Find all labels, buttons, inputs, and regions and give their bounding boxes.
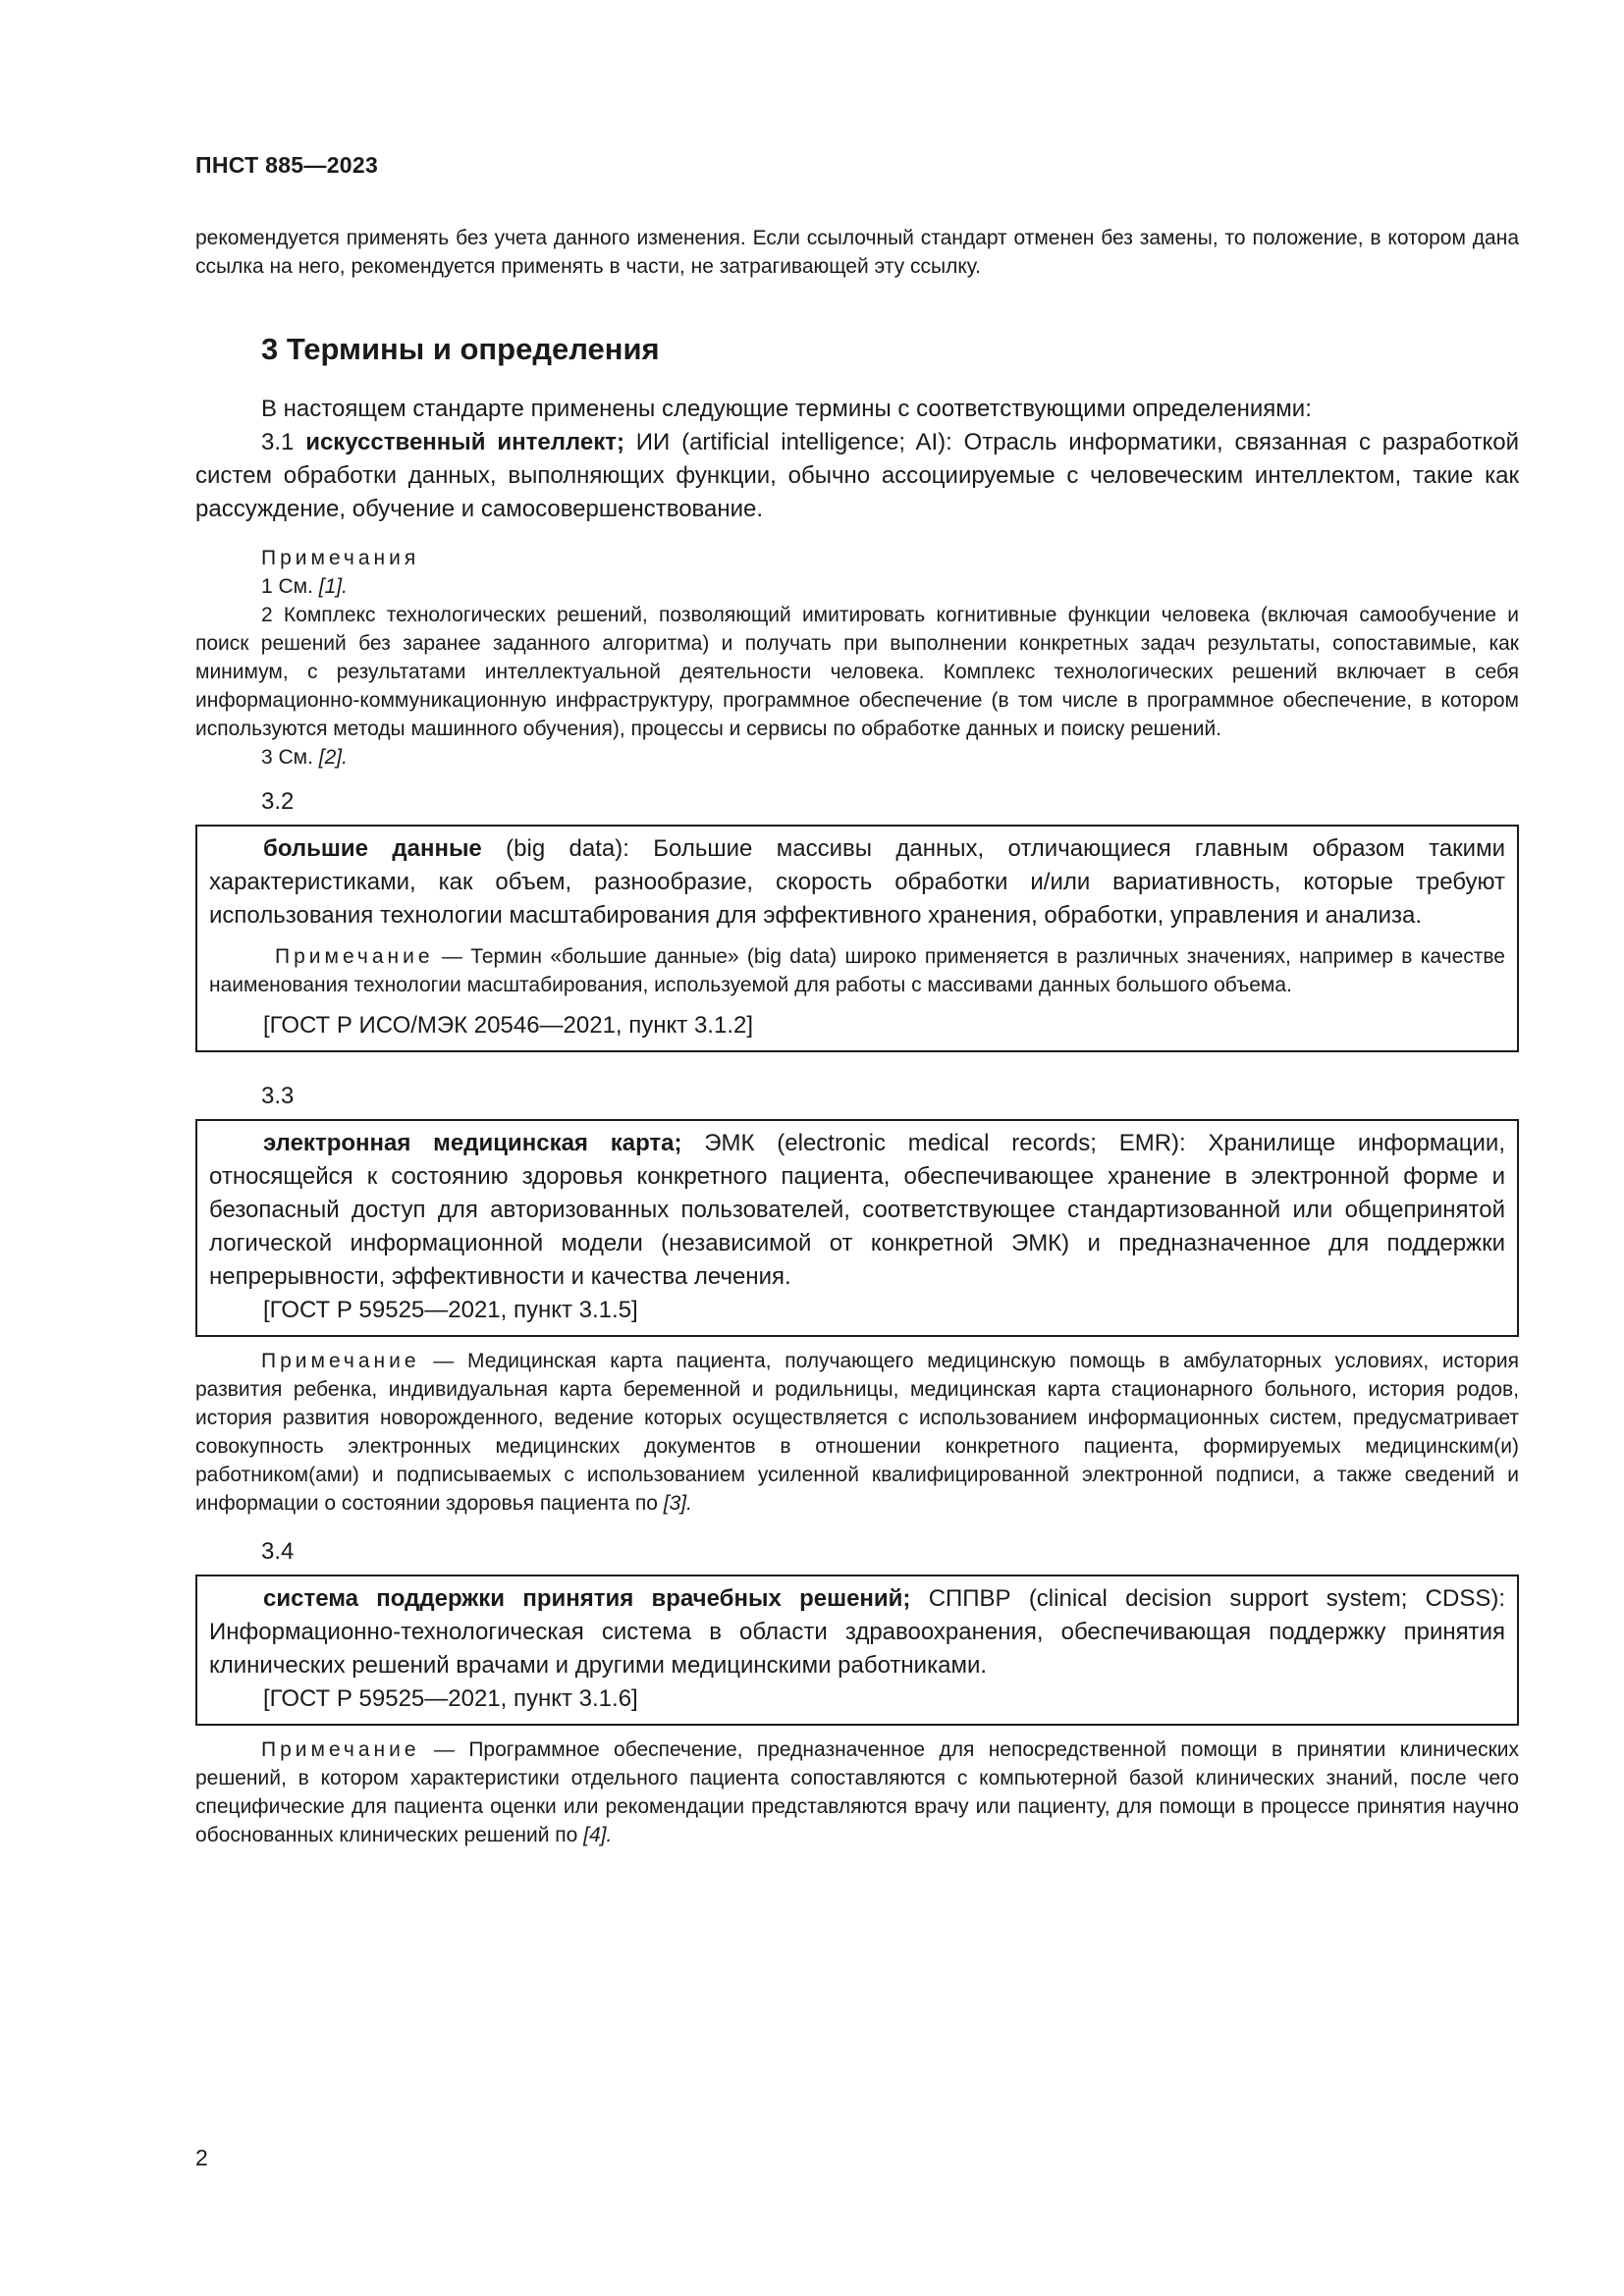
term-3-2 xyxy=(209,832,1505,933)
term-3-4-source: [ГОСТ Р 59525—2021, пункт 3.1.6] xyxy=(263,1685,638,1712)
term-3-4-definition: СППВР (clinical decision support system; CDSS): Информационно-технологическая система в области здравоохранения, обеспечивающая поддержку принятия клинических решений врачами и другими медицинскими работниками. xyxy=(209,1585,1506,1679)
note-3-1-2: 2 Комплекс технологических решений, позволяющий имитировать когнитивные функции человека (включая самообучение и поиск решений без заранее заданного алгоритма) и получать при выполнении конкретных задач результаты, сопоставимые, как минимум, с результатами интеллектуальной деятельности человека. Комплекс технологических решений включает в себя информационно-коммуникационную инфраструктуру, программное обеспечение (в том числе в программное обеспечение, в котором используются методы машинного обучения), процессы и сервисы по обработке данных и поиску решений. xyxy=(195,604,1519,740)
reference-link: [1]. xyxy=(318,575,348,598)
page-number: 2 xyxy=(195,2145,208,2170)
term-3-3-definition: ЭМК (electronic medical records; EMR): Хранилище информации, относящейся к состоянию здоровья конкретного пациента, обеспечивающее хранение в электронной форме и безопасный доступ для авторизованных пользователей, соответствующее стандартизованной или общепринятой логической информационной модели (независимой от конкретной ЭМК) и предназначенное для поддержки непрерывности, эффективности и качества лечения. xyxy=(209,1130,1505,1290)
term-3-2-box xyxy=(195,825,1519,1052)
term-3-4-name: система поддержки принятия врачебных решений; xyxy=(263,1585,911,1612)
standard-code: ПНСТ 885—2023 xyxy=(195,152,379,178)
section-title: 3 Термины и определения xyxy=(261,332,660,366)
term-3-3-note: Примечание — Медицинская карта пациента, получающего медицинскую помощь в амбулаторных условиях, история развития ребенка, индивидуальная карта беременной и родильницы, медицинская карта стационарного больного, история родов, история развития новорожденного, ведение которых осуществляется с использованием информационных систем, предусматривает совокупность электронных медицинских документов в отношении конкретного пациента, формируемых медицинским(и) работником(ами) и подписываемых с использованием усиленной квалифицированной электронной подписи, а также сведений и информации о состоянии здоровья пациента по [3]. xyxy=(195,1350,1519,1515)
term-3-4-note: Примечание — Программное обеспечение, предназначенное для непосредственной помощи в принятии клинических решений, в котором характеристики отдельного пациента сопоставляются с компьютерной базой клинических знаний, после чего специфические для пациента оценки или рекомендации представляются врачу или пациенту, для помощи в процессе принятия научно обоснованных клинических решений по [4]. xyxy=(195,1738,1519,1846)
term-3-3-number: 3.3 xyxy=(261,1083,295,1109)
term-3-1-name: искусственный интеллект; xyxy=(305,429,624,455)
reference-link: [2]. xyxy=(318,746,348,769)
term-3-3-box xyxy=(195,1119,1519,1337)
term-3-1-number: 3.1 xyxy=(261,429,295,455)
term-3-4-box xyxy=(195,1575,1519,1726)
term-3-2-number: 3.2 xyxy=(261,788,295,815)
notes-label: Примечания xyxy=(261,547,420,569)
term-3-4-number: 3.4 xyxy=(261,1538,295,1565)
term-3-3-source: [ГОСТ Р 59525—2021, пункт 3.1.5] xyxy=(263,1297,638,1323)
term-3-2-name: большие данные xyxy=(263,835,482,862)
page-body xyxy=(195,224,1519,1849)
note-3-1-3: 3 См. [2]. xyxy=(261,746,348,769)
term-3-3 xyxy=(209,1127,1505,1294)
note-3-1-1: 1 См. [1]. xyxy=(261,575,348,598)
term-3-2-definition: (big data): Большие массивы данных, отличающиеся главным образом такими характеристиками, как объем, разнообразие, скорость обработки и/или вариативность, которые требуют использования технологии масштабирования для эффективного хранения, обработки, управления и анализа. xyxy=(209,835,1505,929)
term-3-1-definition: ИИ (artificial intelligence; AI): Отрасль информатики, связанная с разработкой систем обработки данных, выполняющих функции, обычно ассоциируемые с человеческим интеллектом, такие как рассуждение, обучение и самосовершенствование. xyxy=(195,429,1519,522)
term-3-4 xyxy=(209,1582,1505,1682)
section-lead: В настоящем стандарте применены следующие термины с соответствующими определениями: xyxy=(261,396,1312,422)
term-3-2-note: Примечание — Термин «большие данные» (big data) широко применяется в различных значениях, например в качестве наименования технологии масштабирования, используемой для работы с массивами данных большого объема. xyxy=(209,945,1505,996)
term-3-3-name: электронная медицинская карта; xyxy=(263,1130,682,1156)
reference-link: [3]. xyxy=(663,1492,692,1515)
term-3-2-source: [ГОСТ Р ИСО/МЭК 20546—2021, пункт 3.1.2] xyxy=(263,1012,753,1039)
term-3-1 xyxy=(195,426,1519,526)
intro-paragraph: рекомендуется применять без учета данного изменения. Если ссылочный стандарт отменен без замены, то положение, в котором дана ссылка на него, рекомендуется применять в части, не затрагивающей эту ссылку. xyxy=(195,227,1519,278)
reference-link: [4]. xyxy=(583,1824,613,1846)
